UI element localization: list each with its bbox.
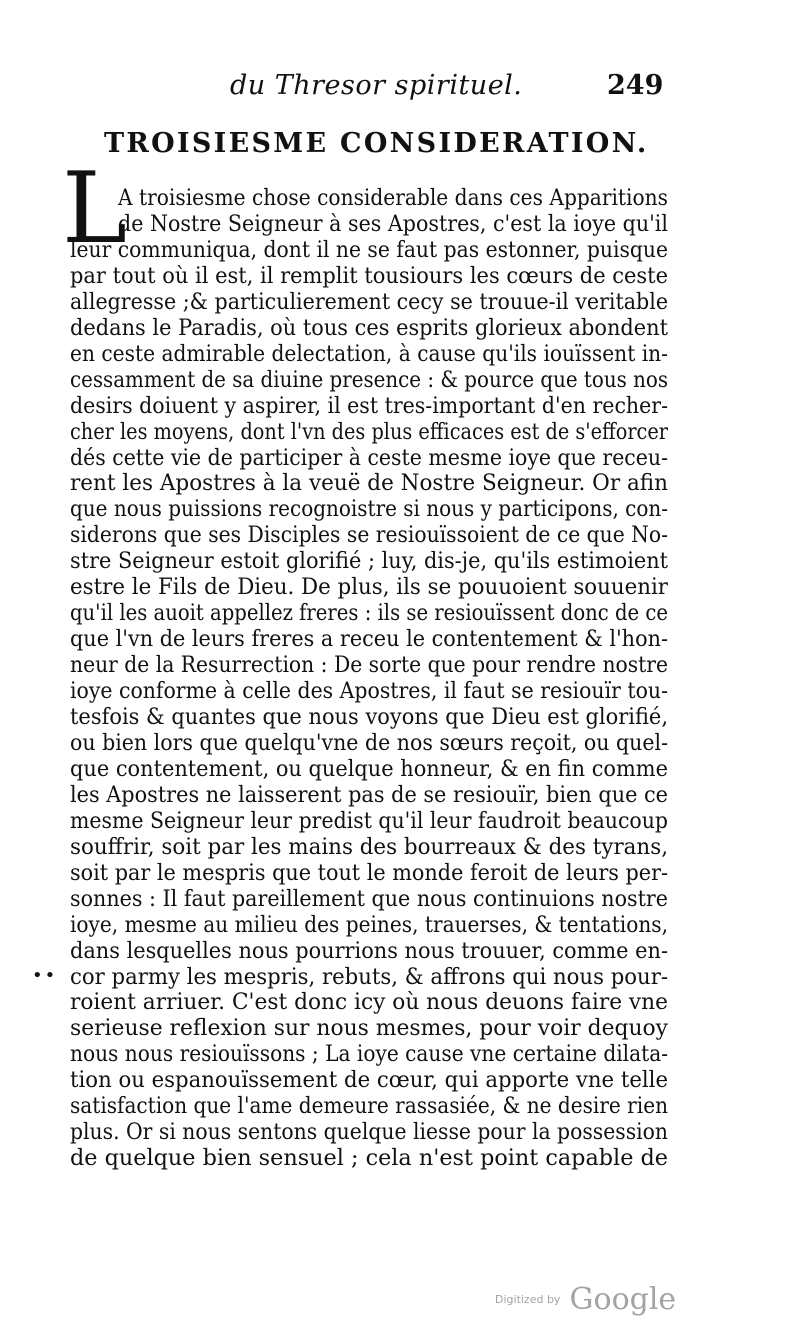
body-line: souffrir, soit par les mains des bourreaux & des tyrans, xyxy=(70,833,668,860)
body-line: neur de la Resurrection : De sorte que pour rendre nostre xyxy=(70,652,668,679)
body-line: que nous puissions recognoistre si nous y participons, con- xyxy=(70,496,668,523)
body-line: dedans le Paradis, où tous ces esprits glorieux abondent xyxy=(70,314,668,341)
body-line: de Nostre Seigneur à ses Apostres, c'est la ioye qu'il xyxy=(118,210,668,237)
body-line: cessamment de sa diuine presence : & pource que tous nos xyxy=(70,366,668,393)
body-line: mesme Seigneur leur predist qu'il leur faudroit beaucoup xyxy=(70,807,668,834)
body-line: siderons que ses Disciples se resiouïssoient de ce que No- xyxy=(70,522,668,549)
body-line: tesfois & quantes que nous voyons que Dieu est glorifié, xyxy=(70,704,668,730)
body-line: sonnes : Il faut pareillement que nous continuions nostre xyxy=(70,885,668,912)
watermark-logo: Google xyxy=(569,1282,677,1317)
body-line: cor parmy les mespris, rebuts, & affrons qui nous pour- xyxy=(70,963,668,990)
body-line: roient arriuer. C'est donc icy où nous deuons faire vne xyxy=(70,989,668,1016)
digitized-watermark xyxy=(495,1282,676,1317)
body-line: que contentement, ou quelque honneur, & en fin comme xyxy=(70,755,668,782)
page-number: 249 xyxy=(607,70,664,101)
body-line: A troisiesme chose considerable dans ces Apparitions xyxy=(118,185,668,211)
body-line: estre le Fils de Dieu. De plus, ils se pouuoient souuenir xyxy=(70,574,668,601)
body-line: dés cette vie de participer à ceste mesme ioye que receu- xyxy=(70,444,668,471)
margin-mark: •• xyxy=(32,965,58,986)
body-line: soit par le mespris que tout le monde feroit de leurs per- xyxy=(70,859,668,886)
body-line: serieuse reflexion sur nous mesmes, pour voir dequoy xyxy=(70,1015,668,1042)
watermark-prefix: Digitized by xyxy=(495,1293,561,1306)
section-title: TROISIESME CONSIDERATION. xyxy=(104,128,649,159)
body-line: plus. Or si nous sentons quelque liesse pour la possession xyxy=(70,1119,668,1146)
body-line: leur communiqua, dont il ne se faut pas estonner, puisque xyxy=(70,236,668,263)
body-line: nous nous resiouïssons ; La ioye cause vne certaine dilata- xyxy=(70,1041,668,1068)
body-line: dans lesquelles nous pourrions nous trouuer, comme en- xyxy=(70,937,668,964)
body-line: satisfaction que l'ame demeure rassasiée, & ne desire rien xyxy=(70,1093,668,1120)
body-line: les Apostres ne laisserent pas de se resiouïr, bien que ce xyxy=(70,781,668,808)
body-line: ioye conforme à celle des Apostres, il faut se resiouïr tou- xyxy=(70,678,668,705)
body-line: ou bien lors que quelqu'vne de nos sœurs reçoit, ou quel- xyxy=(70,729,668,756)
body-line: par tout où il est, il remplit tousiours les cœurs de ceste xyxy=(70,262,668,289)
body-line: stre Seigneur estoit glorifié ; luy, dis-je, qu'ils estimoient xyxy=(70,548,668,575)
drop-cap: L xyxy=(62,152,128,266)
body-line: allegresse ;& particulierement cecy se trouue-il veritable xyxy=(70,288,668,315)
body-line: tion ou espanouïssement de cœur, qui apporte vne telle xyxy=(70,1067,668,1094)
body-line: en ceste admirable delectation, à cause qu'ils iouïssent in- xyxy=(70,340,668,367)
body-line: que l'vn de leurs freres a receu le contentement & l'hon- xyxy=(70,626,668,653)
body-line: cher les moyens, dont l'vn des plus efficaces est de s'efforcer xyxy=(70,418,668,445)
running-head: du Thresor spirituel. xyxy=(230,70,523,101)
body-line: ioye, mesme au milieu des peines, trauerses, & tentations, xyxy=(70,911,668,938)
body-line: de quelque bien sensuel ; cela n'est point capable de xyxy=(70,1145,668,1172)
body-line: desirs doiuent y aspirer, il est tres-important d'en recher- xyxy=(70,392,668,419)
body-line: rent les Apostres à la veuë de Nostre Seigneur. Or afin xyxy=(70,470,668,497)
body-line: qu'il les auoit appellez freres : ils se resiouïssent donc de ce xyxy=(70,600,668,627)
